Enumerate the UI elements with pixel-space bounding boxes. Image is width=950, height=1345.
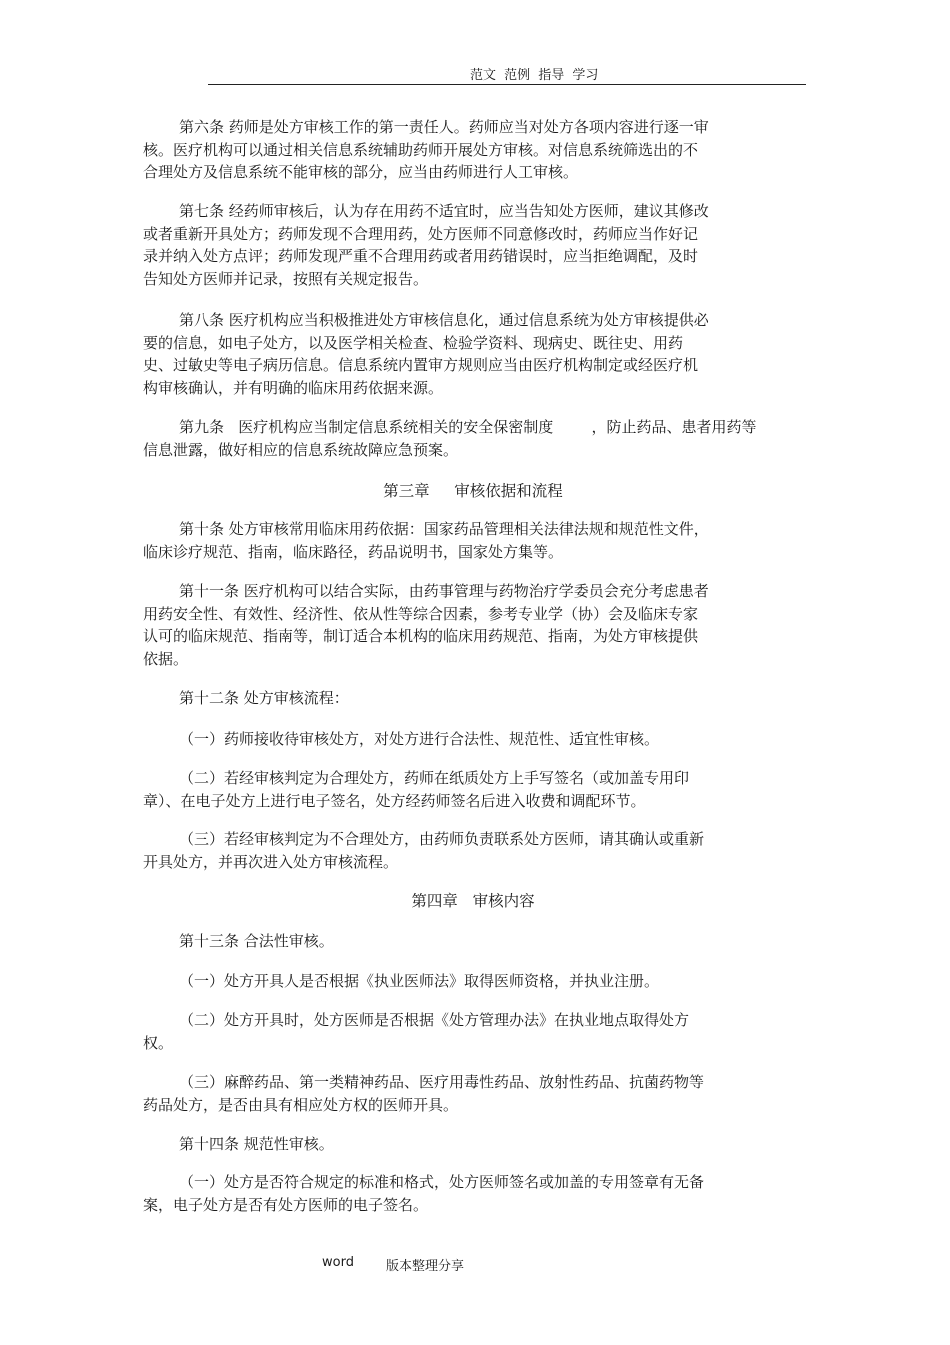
article-14-item-1-line: （一）处方是否符合规定的标准和格式，处方医师签名或加盖的专用签章有无备: [179, 1173, 705, 1191]
article-14-item-1: [143, 1171, 783, 1216]
article-7: [143, 200, 783, 290]
article-13-item-2-line: （二）处方开具时，处方医师是否根据《处方管理办法》在执业地点取得处方: [179, 1011, 690, 1029]
article-13-item-1-line: （一）处方开具人是否根据《执业医师法》取得医师资格，并执业注册。: [179, 972, 660, 990]
article-10-line: 临床诊疗规范、指南，临床路径，药品说明书，国家处方集等。: [143, 542, 564, 561]
article-11-line: 用药安全性、有效性、经济性、依从性等综合因素，参考专业学（协）会及临床专家: [143, 604, 699, 623]
article-12-item-1: [143, 728, 783, 751]
article-14-item-1-line: 案，电子处方是否有处方医师的电子签名。: [143, 1195, 429, 1214]
article-13-item-3-line: 药品处方，是否由具有相应处方权的医师开具。: [143, 1095, 459, 1114]
article-13-item-1: [143, 970, 783, 993]
article-12-item-1-line: （一）药师接收待审核处方，对处方进行合法性、规范性、适宜性审核。: [179, 730, 660, 748]
article-13: [143, 930, 783, 953]
header-divider: [208, 84, 806, 85]
page-header-text: 范文 范例 指导 学习: [470, 68, 599, 83]
chapter-4-heading: 第四章 审核内容: [411, 892, 535, 910]
article-10: [143, 518, 783, 563]
article-8-line: 构审核确认，并有明确的临床用药依据来源。: [143, 378, 444, 397]
article-9: [143, 416, 783, 461]
article-12-item-3: [143, 828, 783, 873]
article-6: [143, 116, 783, 184]
article-13-item-2: [143, 1009, 783, 1054]
article-7-line: 录并纳入处方点评；药师发现严重不合理用药或者用药错误时，应当拒绝调配，及时: [143, 247, 699, 265]
footer-share-label: 版本整理分享: [386, 1259, 465, 1274]
article-12-item-3-line: 开具处方，并再次进入处方审核流程。: [143, 852, 399, 871]
article-11-line: 第十一条 医疗机构可以结合实际，由药事管理与药物治疗学委员会充分考虑患者: [179, 582, 709, 600]
article-11-line: 认可的临床规范、指南等，制订适合本机构的临床用药规范、指南，为处方审核提供: [143, 627, 699, 645]
article-13-line: 第十三条 合法性审核。: [179, 932, 334, 950]
article-8-line: 要的信息，如电子处方，以及医学相关检查、检验学资料、现病史、既往史、用药: [143, 333, 684, 352]
article-13-item-3-line: （三）麻醉药品、第一类精神药品、医疗用毒性药品、放射性药品、抗菌药物等: [179, 1073, 705, 1091]
article-8-line: 第八条 医疗机构应当积极推进处方审核信息化，通过信息系统为处方审核提供必: [179, 311, 709, 329]
article-8-line: 史、过敏史等电子病历信息。信息系统内置审方规则应当由医疗机构制定或经医疗机: [143, 356, 699, 374]
chapter-3-heading: 第三章 审核依据和流程: [383, 482, 563, 500]
article-13-item-2-line: 权。: [143, 1033, 174, 1052]
article-12: [143, 687, 783, 710]
article-10-line: 第十条 处方审核常用临床用药依据：国家药品管理相关法律法规和规范性文件，: [179, 520, 709, 538]
article-6-line: 核。医疗机构可以通过相关信息系统辅助药师开展处方审核。对信息系统筛选出的不: [143, 140, 699, 159]
article-14-line: 第十四条 规范性审核。: [179, 1135, 334, 1153]
article-9-line: 第九条 医疗机构应当制定信息系统相关的安全保密制度 ，防止药品、患者用药等: [179, 418, 757, 436]
article-8: [143, 309, 783, 399]
article-7-line: 告知处方医师并记录，按照有关规定报告。: [143, 269, 429, 288]
article-12-item-2-line: 章）、在电子处方上进行电子签名，处方经药师签名后进入收费和调配环节。: [143, 791, 646, 810]
article-12-item-2-line: （二）若经审核判定为合理处方，药师在纸质处方上手写签名（或加盖专用印: [179, 769, 690, 787]
article-14: [143, 1133, 783, 1156]
article-12-line: 第十二条 处方审核流程：: [179, 689, 349, 707]
article-9-line: 信息泄露，做好相应的信息系统故障应急预案。: [143, 440, 459, 459]
article-12-item-3-line: （三）若经审核判定为不合理处方，由药师负责联系处方医师，请其确认或重新: [179, 830, 705, 848]
footer-word-label: word: [322, 1255, 354, 1270]
article-11-line: 依据。: [143, 649, 189, 668]
article-12-item-2: [143, 767, 783, 812]
article-13-item-3: [143, 1071, 783, 1116]
article-7-line: 第七条 经药师审核后，认为存在用药不适宜时，应当告知处方医师，建议其修改: [179, 202, 709, 220]
article-7-line: 或者重新开具处方；药师发现不合理用药，处方医师不同意修改时，药师应当作好记: [143, 224, 699, 243]
article-6-line: 第六条 药师是处方审核工作的第一责任人。药师应当对处方各项内容进行逐一审: [179, 118, 709, 136]
article-6-line: 合理处方及信息系统不能审核的部分，应当由药师进行人工审核。: [143, 163, 579, 181]
article-11: [143, 580, 783, 670]
